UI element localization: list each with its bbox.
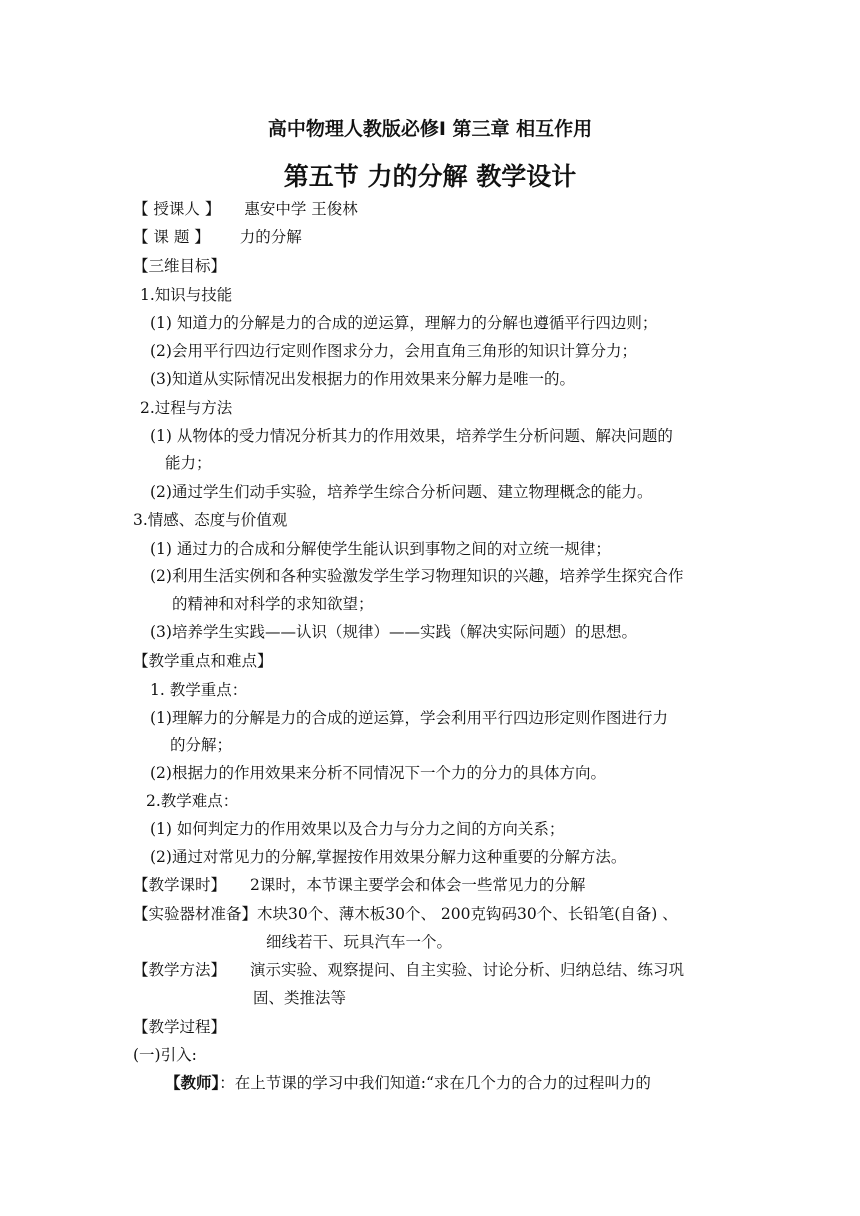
- keypoints-heading: 【教学重点和难点】: [133, 652, 273, 670]
- goals-section-2-title: 2.过程与方法: [140, 399, 233, 417]
- keypoints-k1-item-1: (1)理解力的分解是力的合成的逆运算，学会利用平行四边形定则作图进行力: [150, 709, 668, 727]
- goals-s3-item-3: (3)培养学生实践——认识（规律）——实践（解决实际问题）的思想。: [150, 623, 637, 641]
- goals-s1-item-1: (1) 知道力的分解是力的合成的逆运算，理解力的分解也遵循平行四边则；: [150, 314, 658, 332]
- goals-s2-item-1: (1) 从物体的受力情况分析其力的作用效果，培养学生分析问题、解决问题的: [150, 427, 673, 445]
- topic-row: [133, 226, 302, 248]
- equipment-value: 木块30个、薄木板30个、 200克钩码30个、长铅笔(自备) 、: [257, 905, 678, 923]
- goals-s1-item-2: (2)会用平行四边行定则作图求分力，会用直角三角形的知识计算分力；: [150, 342, 637, 360]
- goals-heading: 【三维目标】: [133, 257, 227, 275]
- hours-row: [133, 874, 585, 896]
- teacher-value: 惠安中学 王俊林: [244, 200, 358, 218]
- goals-s3-item-1: (1) 通过力的合成和分解使学生能认识到事物之间的对立统一规律；: [150, 540, 611, 558]
- keypoints-k2-item-1: (1) 如何判定力的作用效果以及合力与分力之间的方向关系；: [150, 820, 565, 838]
- series-title: 高中物理人教版必修Ⅰ 第三章 相互作用: [267, 118, 593, 140]
- hours-value: 2课时，本节课主要学会和体会一些常见力的分解: [250, 876, 586, 894]
- methods-value-cont: 固、类推法等: [253, 989, 347, 1007]
- keypoints-k1-title: 1. 教学重点：: [150, 681, 248, 699]
- keypoints-k2-item-2: (2)通过对常见力的分解,掌握按作用效果分解力这种重要的分解方法。: [150, 848, 627, 866]
- process-teacher-text: ：在上节课的学习中我们知道:“求在几个力的合力的过程叫力的: [219, 1074, 651, 1092]
- keypoints-k2-title: 2.教学难点：: [146, 792, 239, 810]
- goals-s3-item-2-cont: 的精神和对科学的求知欲望；: [172, 595, 374, 613]
- goals-s3-item-2: (2)利用生活实例和各种实验激发学生学习物理知识的兴趣，培养学生探究合作: [150, 567, 684, 585]
- goals-section-3-title: 3.情感、态度与价值观: [133, 511, 288, 529]
- hours-label: 【教学课时】: [133, 876, 227, 894]
- lesson-title: 第五节 力的分解 教学设计: [283, 162, 577, 191]
- goals-s2-item-1-cont: 能力；: [165, 454, 212, 472]
- process-heading: 【教学过程】: [133, 1018, 227, 1036]
- equipment-row: [133, 903, 678, 925]
- topic-label: 【 课 题 】: [133, 228, 210, 246]
- keypoints-k1-item-2: (2)根据力的作用效果来分析不同情况下一个力的分力的具体方向。: [150, 764, 606, 782]
- methods-label: 【教学方法】: [133, 961, 227, 979]
- process-teacher-label: 【教师】: [165, 1074, 220, 1092]
- goals-section-1-title: 1.知识与技能: [140, 286, 233, 304]
- process-intro: (一)引入:: [133, 1046, 197, 1064]
- goals-s1-item-3: (3)知道从实际情况出发根据力的作用效果来分解力是唯一的。: [150, 370, 575, 388]
- keypoints-k1-item-1-cont: 的分解；: [170, 736, 233, 754]
- topic-value: 力的分解: [239, 228, 302, 246]
- equipment-value-cont: 细线若干、玩具汽车一个。: [266, 933, 453, 951]
- teacher-label: 【 授课人 】: [133, 200, 221, 218]
- process-teacher-row: [165, 1072, 651, 1094]
- methods-value: 演示实验、观察提问、自主实验、讨论分析、归纳总结、练习巩: [250, 961, 685, 979]
- equipment-label: 【实验器材准备】: [133, 905, 258, 923]
- teacher-row: [133, 198, 358, 220]
- goals-s2-item-2: (2)通过学生们动手实验，培养学生综合分析问题、建立物理概念的能力。: [150, 483, 653, 501]
- methods-row: [133, 959, 684, 981]
